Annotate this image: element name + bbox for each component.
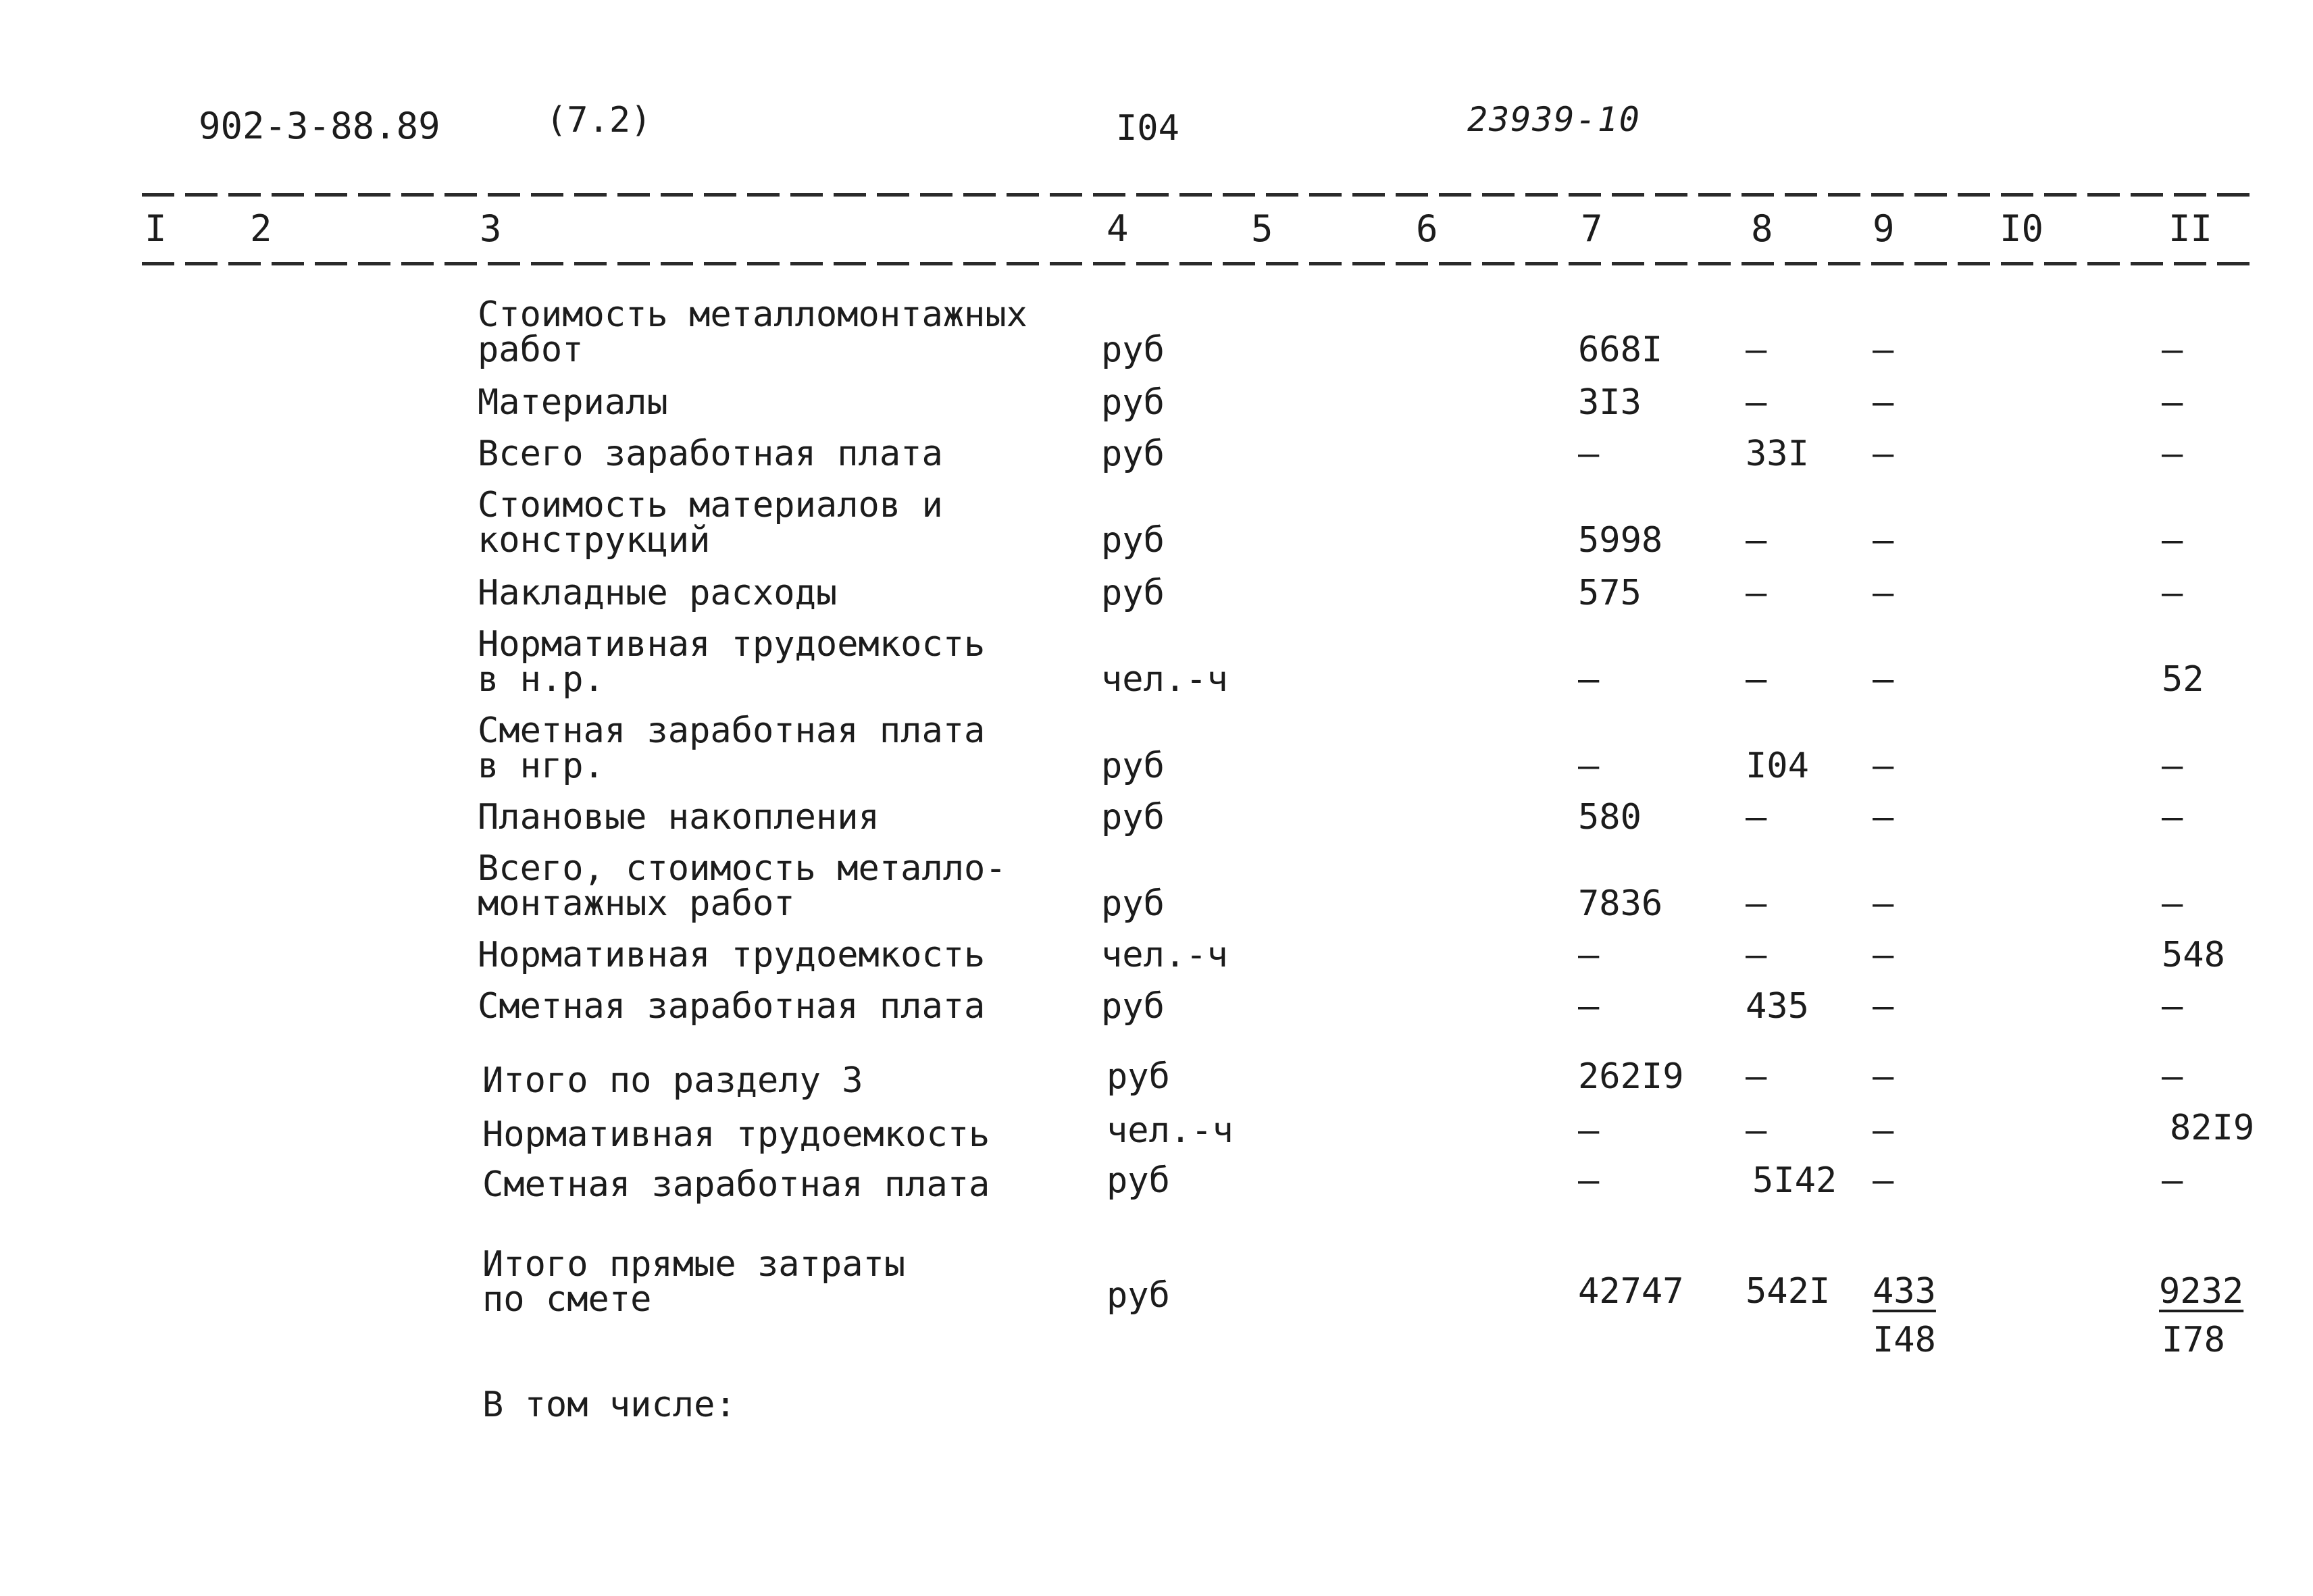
column-number-9: 9 — [1873, 207, 1895, 250]
col11-value: 9232 — [2159, 1271, 2244, 1312]
col7-value: – — [1578, 746, 1600, 786]
col11-second-value: I78 — [2162, 1320, 2225, 1360]
item-name: Материалы — [478, 382, 668, 423]
col7-value: – — [1578, 434, 1600, 474]
col8-value: – — [1746, 883, 1767, 924]
item-unit: руб — [1101, 746, 1165, 786]
col7-value: – — [1578, 986, 1600, 1027]
col9-value: – — [1873, 659, 1894, 700]
item-unit: руб — [1101, 573, 1165, 613]
col9-value: – — [1873, 746, 1894, 786]
column-number-4: 4 — [1107, 207, 1129, 250]
inventory-number: 23939-10 — [1467, 100, 1641, 139]
item-unit: руб — [1101, 382, 1165, 423]
col7-value: 7836 — [1578, 883, 1663, 924]
col8-value: I04 — [1746, 746, 1809, 786]
col7-value: 575 — [1578, 573, 1642, 613]
column-number-8: 8 — [1751, 207, 1773, 250]
col8-value: 5I42 — [1752, 1160, 1837, 1201]
col7-value: 262I9 — [1578, 1056, 1684, 1097]
dashed-rule-top — [142, 193, 2256, 197]
col9-value: 433 — [1873, 1271, 1936, 1312]
col11-value: – — [2162, 797, 2183, 838]
col7-value: – — [1578, 1110, 1600, 1151]
column-number-11: II — [2168, 207, 2213, 250]
col9-value: – — [1873, 382, 1894, 423]
column-number-5: 5 — [1251, 207, 1273, 250]
column-number-10: I0 — [2000, 207, 2044, 250]
col8-value: – — [1746, 573, 1767, 613]
item-name: Сметная заработная плата — [478, 986, 986, 1027]
col11-value: – — [2162, 1160, 2183, 1201]
item-unit: чел.-ч — [1101, 935, 1228, 975]
col8-value: 542I — [1746, 1271, 1831, 1312]
col8-value: 33I — [1746, 434, 1809, 474]
item-unit: руб — [1101, 986, 1165, 1027]
col11-value: – — [2162, 434, 2183, 474]
col11-value: 82I9 — [2170, 1108, 2255, 1148]
col11-value: 548 — [2162, 935, 2225, 975]
col11-value: – — [2162, 986, 2183, 1027]
col9-value: – — [1873, 986, 1894, 1027]
col8-value: 435 — [1746, 986, 1809, 1027]
footer-note: В том числе: — [482, 1385, 736, 1425]
item-name: Нормативная трудоемкость в н.р. — [478, 624, 986, 700]
col7-value: 5998 — [1578, 520, 1663, 561]
column-number-6: 6 — [1416, 207, 1438, 250]
col11-value: – — [2162, 330, 2183, 370]
item-name: Сметная заработная плата — [482, 1164, 990, 1205]
col9-value: – — [1873, 797, 1894, 838]
col7-value: – — [1578, 1160, 1600, 1201]
item-name: Сметная заработная плата в нгр. — [478, 711, 986, 786]
col9-second-value: I48 — [1873, 1320, 1936, 1360]
item-unit: руб — [1107, 1056, 1170, 1097]
col9-value: – — [1873, 330, 1894, 370]
item-name: Стоимость металломонтажных работ — [478, 294, 1027, 370]
item-unit: руб — [1101, 797, 1165, 838]
col9-value: – — [1873, 1056, 1894, 1097]
column-number-3: 3 — [480, 207, 502, 250]
col7-value: 42747 — [1578, 1271, 1684, 1312]
item-unit: руб — [1101, 434, 1165, 474]
item-name: Итого по разделу 3 — [482, 1060, 863, 1101]
item-name: Всего заработная плата — [478, 434, 943, 474]
item-name: Итого прямые затраты по смете — [482, 1244, 906, 1320]
item-unit: руб — [1107, 1275, 1170, 1316]
col9-value: – — [1873, 883, 1894, 924]
col8-value: – — [1746, 797, 1767, 838]
col7-value: 580 — [1578, 797, 1642, 838]
col7-value: – — [1578, 659, 1600, 700]
item-name: Стоимость материалов и конструкций — [478, 485, 943, 561]
column-number-2: 2 — [250, 207, 272, 250]
col9-value: – — [1873, 1160, 1894, 1201]
col8-value: – — [1746, 382, 1767, 423]
col11-value: – — [2162, 573, 2183, 613]
col11-value: – — [2162, 746, 2183, 786]
item-unit: чел.-ч — [1101, 659, 1228, 700]
column-number-7: 7 — [1581, 207, 1603, 250]
col8-value: – — [1746, 935, 1767, 975]
item-name: Нормативная трудоемкость — [482, 1114, 990, 1155]
col9-value: – — [1873, 1110, 1894, 1151]
col8-value: – — [1746, 1056, 1767, 1097]
col9-value: – — [1873, 573, 1894, 613]
item-unit: руб — [1107, 1160, 1170, 1201]
col11-value: – — [2162, 883, 2183, 924]
document-code: 902-3-88.89 — [199, 105, 440, 147]
item-name: Плановые накопления — [478, 797, 880, 838]
item-name: Нормативная трудоемкость — [478, 935, 986, 975]
item-unit: руб — [1101, 330, 1165, 370]
item-unit: руб — [1101, 520, 1165, 561]
column-number-1: I — [145, 207, 167, 250]
col11-value: 52 — [2162, 659, 2204, 700]
item-unit: руб — [1101, 883, 1165, 924]
col9-value: – — [1873, 520, 1894, 561]
col8-value: – — [1746, 330, 1767, 370]
item-unit: чел.-ч — [1107, 1110, 1234, 1151]
col9-value: – — [1873, 935, 1894, 975]
col8-value: – — [1746, 520, 1767, 561]
col7-value: – — [1578, 935, 1600, 975]
col11-value: – — [2162, 1056, 2183, 1097]
col7-value: 668I — [1578, 330, 1663, 370]
page-number: I04 — [1116, 108, 1179, 149]
col8-value: – — [1746, 659, 1767, 700]
item-name: Накладные расходы — [478, 573, 838, 613]
col8-value: – — [1746, 1110, 1767, 1151]
item-name: Всего, стоимость металло- монтажных работ — [478, 848, 1007, 924]
sheet-mark: (7.2) — [546, 100, 652, 140]
col11-value: – — [2162, 520, 2183, 561]
dashed-rule-bottom — [142, 262, 2256, 265]
col11-value: – — [2162, 382, 2183, 423]
col7-value: 3I3 — [1578, 382, 1642, 423]
col9-value: – — [1873, 434, 1894, 474]
